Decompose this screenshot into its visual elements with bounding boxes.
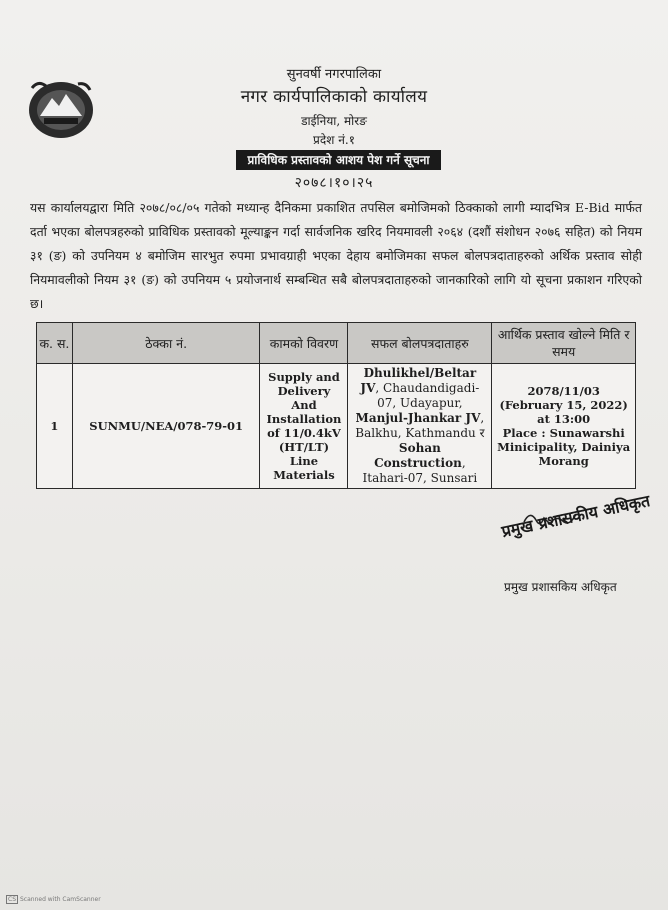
bidder3-address: , Itahari-07, Sunsari [362, 456, 478, 485]
notice-paragraph: यस कार्यालयद्वारा मिति २०७८/०८/०५ गतेको मध्यान्ह दैनिकमा प्रकाशित तपसिल बमोजिमको ठिक्काको लागी म्यादभित्र E-Bid मार्फत दर्ता भएका बोलपत्रहरुको प्राविधिक प्रस्तावको मूल्याङ्कन गर्दा सार्वजनिक खरिद नियमावली २०६४ (दशौं संशोधन २०७६ सहित) को नियम ३१ (ङ) को उपनियम ४ बमोजिम सारभुत रुपमा प्रभावग्राही भएका देहाय बमोजिमका सफल बोलपत्रदाताहरुको अर्थिक प्रस्ताव सोही नियमावलीको नियम ३१ (ङ) को उपनियम ५ प्रयोजनार्थ सम्बन्धित सबै बोलपत्रदाताहरुको जानकारिको लागि यो सूचना प्रकाशन गरिएको छ। [30, 200, 642, 311]
tender-table [36, 322, 636, 489]
opening-date-en: (February 15, 2022) [499, 398, 628, 412]
cell-sn: 1 [37, 364, 73, 489]
scanner-badge: CS [8, 896, 16, 903]
municipality-name: सुनवर्षी नगरपालिका [286, 67, 382, 82]
officer-title: प्रमुख प्रशासकिय अधिकृत [504, 580, 617, 594]
notice-title: प्राविधिक प्रस्तावको आशय पेश गर्ने सूचना [236, 150, 441, 170]
opening-date-np: 2078/11/03 [527, 384, 600, 398]
scanner-watermark [6, 895, 101, 904]
notice-date: २०७८।१०।२५ [294, 175, 374, 191]
scanner-text: Scanned with CamScanner [20, 896, 101, 903]
table-row [37, 364, 636, 489]
province: प्रदेश नं.१ [313, 133, 355, 147]
table-header-row [37, 323, 636, 364]
bidder2-address: , Balkhu, Kathmandu र [355, 411, 485, 440]
office-location: डाईनिया, मोरङ [301, 114, 367, 128]
bidder3-name: Sohan Construction [374, 441, 462, 470]
header-contract-no: ठेक्का नं. [72, 323, 260, 364]
opening-time: at 13:00 [537, 412, 591, 426]
header-opening-date: आर्थिक प्रस्ताव खोल्ने मिति र समय [492, 323, 636, 364]
opening-place: Place : Sunawarshi Minicipality, Dainiya Morang [497, 426, 631, 468]
header-sn: क. स. [37, 323, 73, 364]
header-successful-bidders: सफल बोलपत्रदाताहरु [348, 323, 492, 364]
cell-opening-date [492, 364, 636, 489]
bidder2-name: Manjul-Jhankar JV [355, 411, 481, 425]
cell-successful-bidders [348, 364, 492, 489]
cell-work-description: Supply and Delivery And Installation of 11/0.4kV (HT/LT) Line Materials [260, 364, 348, 489]
header-work-description: कामको विवरण [260, 323, 348, 364]
office-name: नगर कार्यपालिकाको कार्यालय [240, 87, 428, 107]
bidder1-name: Dhulikhel/Beltar JV [360, 366, 477, 395]
cell-contract-no: SUNMU/NEA/078-79-01 [72, 364, 260, 489]
officer-stamp: प्रमुख प्रशासकीय अधिकृत [499, 491, 652, 542]
bidder1-address: , Chaudandigadi-07, Udayapur, [375, 381, 480, 410]
